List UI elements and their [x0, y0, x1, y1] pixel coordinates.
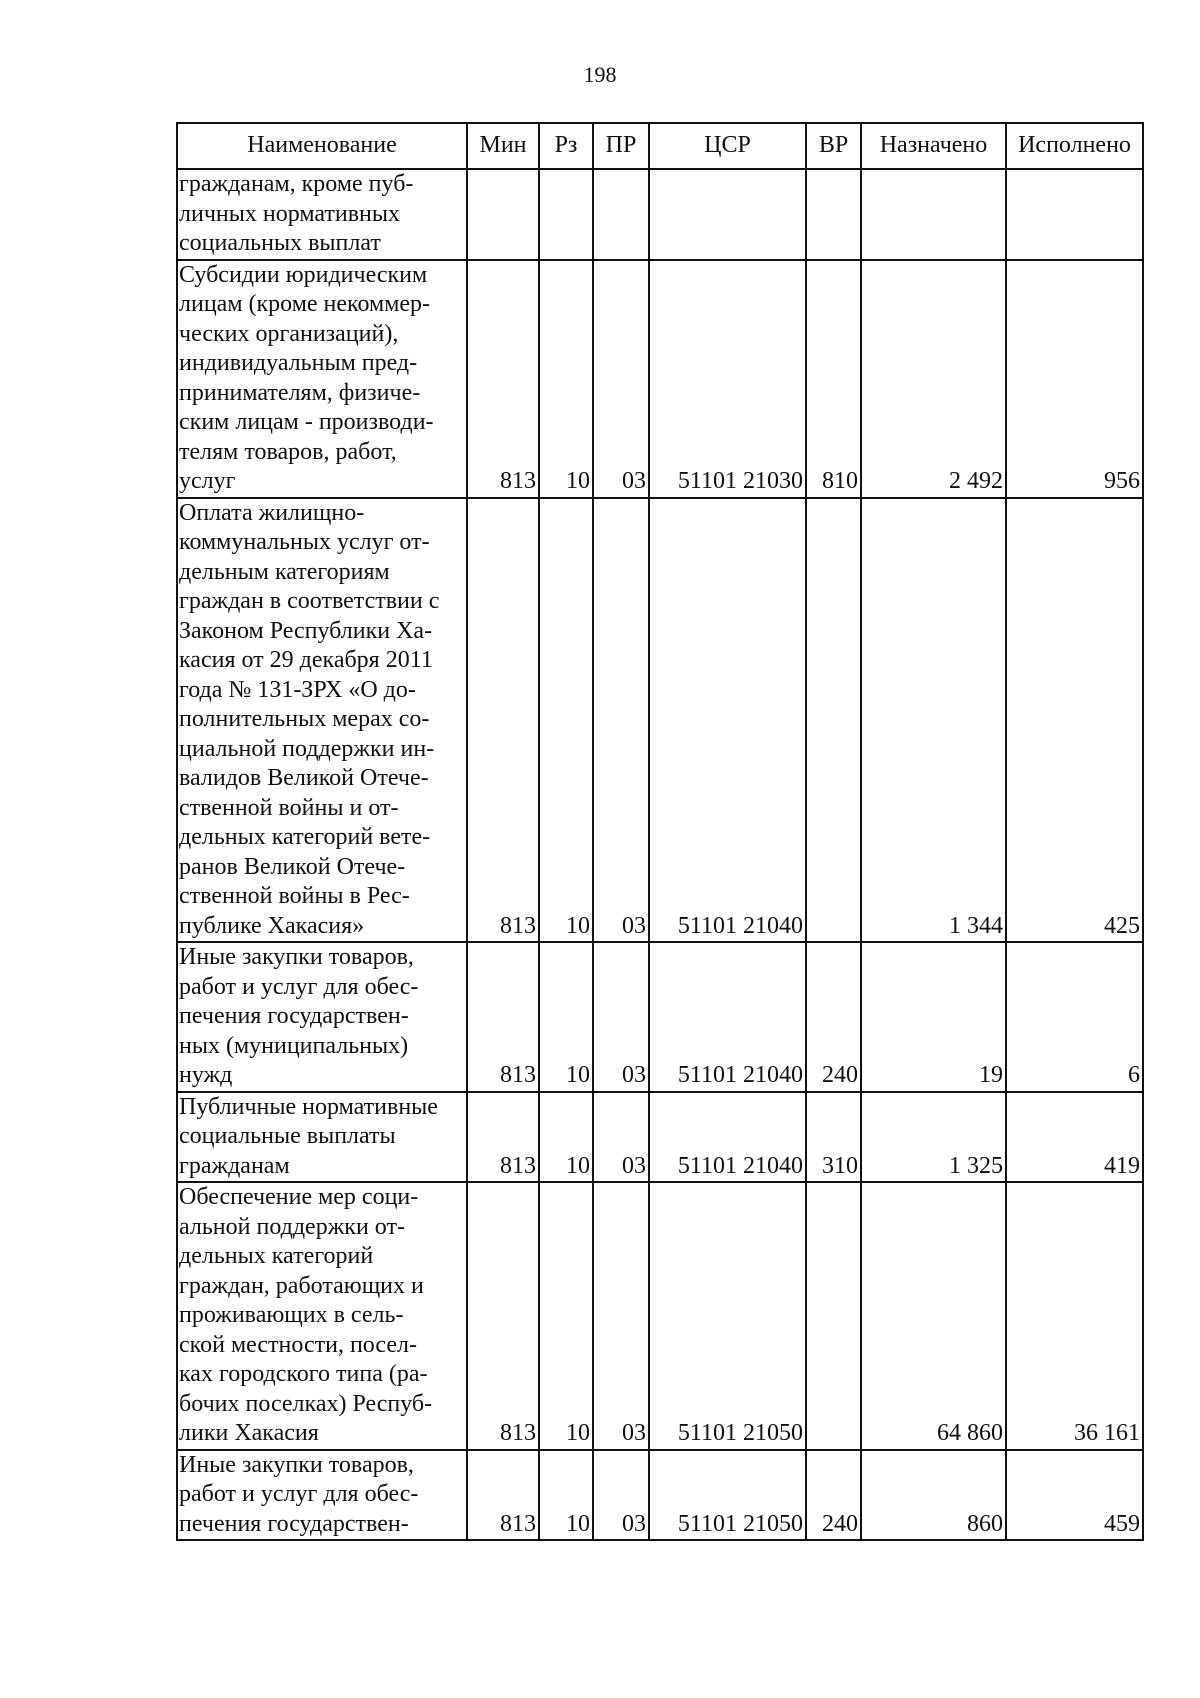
- cell-executed: 419: [1006, 1092, 1143, 1183]
- table-header-row: [177, 123, 1143, 169]
- table-row: [177, 1450, 1143, 1541]
- cell-assigned: 860: [861, 1450, 1006, 1541]
- cell-csr: 51101 21030: [649, 260, 806, 498]
- cell-rz: 10: [539, 498, 593, 943]
- cell-executed: 36 161: [1006, 1182, 1143, 1450]
- cell-vr: [806, 498, 861, 943]
- cell-csr: 51101 21040: [649, 498, 806, 943]
- cell-min: 813: [467, 1182, 539, 1450]
- cell-vr: 810: [806, 260, 861, 498]
- table-row: [177, 942, 1143, 1092]
- header-name: Наименование: [177, 123, 467, 169]
- cell-min: 813: [467, 498, 539, 943]
- row-name: Субсидии юридическим лицам (кроме некоммер- ческих организаций), индивидуальным пред- принимателям, физиче- ским лицам - производи- телям товаров, работ, услуг: [177, 260, 467, 498]
- header-csr: ЦСР: [649, 123, 806, 169]
- cell-vr: [806, 1182, 861, 1450]
- cell-pr: 03: [593, 498, 649, 943]
- header-vr: ВР: [806, 123, 861, 169]
- cell-csr: 51101 21040: [649, 1092, 806, 1183]
- cell-executed: 425: [1006, 498, 1143, 943]
- header-assigned: Назначено: [861, 123, 1006, 169]
- cell-executed: 6: [1006, 942, 1143, 1092]
- cell-rz: 10: [539, 260, 593, 498]
- cell-csr: 51101 21040: [649, 942, 806, 1092]
- cell-vr: 240: [806, 1450, 861, 1541]
- page-number: 198: [583, 62, 617, 87]
- cell-pr: 03: [593, 260, 649, 498]
- cell-assigned: 19: [861, 942, 1006, 1092]
- row-name: Публичные нормативные социальные выплаты гражданам: [177, 1092, 467, 1183]
- cell-rz: [539, 169, 593, 260]
- cell-pr: 03: [593, 1450, 649, 1541]
- cell-rz: 10: [539, 1092, 593, 1183]
- cell-csr: 51101 21050: [649, 1182, 806, 1450]
- cell-rz: 10: [539, 942, 593, 1092]
- cell-executed: [1006, 169, 1143, 260]
- table-row: [177, 260, 1143, 498]
- budget-table: [176, 122, 1144, 1541]
- cell-pr: [593, 169, 649, 260]
- row-name: Иные закупки товаров, работ и услуг для обес- печения государствен-: [177, 1450, 467, 1541]
- cell-vr: 240: [806, 942, 861, 1092]
- cell-executed: 459: [1006, 1450, 1143, 1541]
- table-row: [177, 498, 1143, 943]
- row-name: гражданам, кроме пуб- личных нормативных социальных выплат: [177, 169, 467, 260]
- cell-executed: 956: [1006, 260, 1143, 498]
- cell-pr: 03: [593, 1092, 649, 1183]
- cell-assigned: [861, 169, 1006, 260]
- cell-min: 813: [467, 942, 539, 1092]
- header-min: Мин: [467, 123, 539, 169]
- cell-min: [467, 169, 539, 260]
- header-pr: ПР: [593, 123, 649, 169]
- cell-pr: 03: [593, 942, 649, 1092]
- row-name: Обеспечение мер соци- альной поддержки от- дельных категорий граждан, работающих и проживающих в сель- ской местности, посел- ках городского типа (ра- бочих поселках) Респуб- лики Хакасия: [177, 1182, 467, 1450]
- table-row: [177, 1182, 1143, 1450]
- cell-csr: [649, 169, 806, 260]
- cell-assigned: 64 860: [861, 1182, 1006, 1450]
- row-name: Оплата жилищно- коммунальных услуг от- дельным категориям граждан в соответствии с Законом Республики Ха- касия от 29 декабря 2011 года № 131-ЗРХ «О до- полнительных мерах со- циальной поддержки ин- валидов Великой Отече- ственной войны и от- дельных категорий вете- ранов Великой Отече- ственной войны в Рес- публике Хакасия»: [177, 498, 467, 943]
- cell-rz: 10: [539, 1182, 593, 1450]
- table-row: [177, 1092, 1143, 1183]
- cell-vr: [806, 169, 861, 260]
- cell-assigned: 1 325: [861, 1092, 1006, 1183]
- cell-min: 813: [467, 260, 539, 498]
- table-row: [177, 169, 1143, 260]
- cell-csr: 51101 21050: [649, 1450, 806, 1541]
- cell-min: 813: [467, 1450, 539, 1541]
- header-rz: Рз: [539, 123, 593, 169]
- cell-assigned: 2 492: [861, 260, 1006, 498]
- cell-vr: 310: [806, 1092, 861, 1183]
- cell-assigned: 1 344: [861, 498, 1006, 943]
- cell-min: 813: [467, 1092, 539, 1183]
- cell-pr: 03: [593, 1182, 649, 1450]
- row-name: Иные закупки товаров, работ и услуг для обес- печения государствен- ных (муниципальных) нужд: [177, 942, 467, 1092]
- cell-rz: 10: [539, 1450, 593, 1541]
- header-executed: Исполнено: [1006, 123, 1143, 169]
